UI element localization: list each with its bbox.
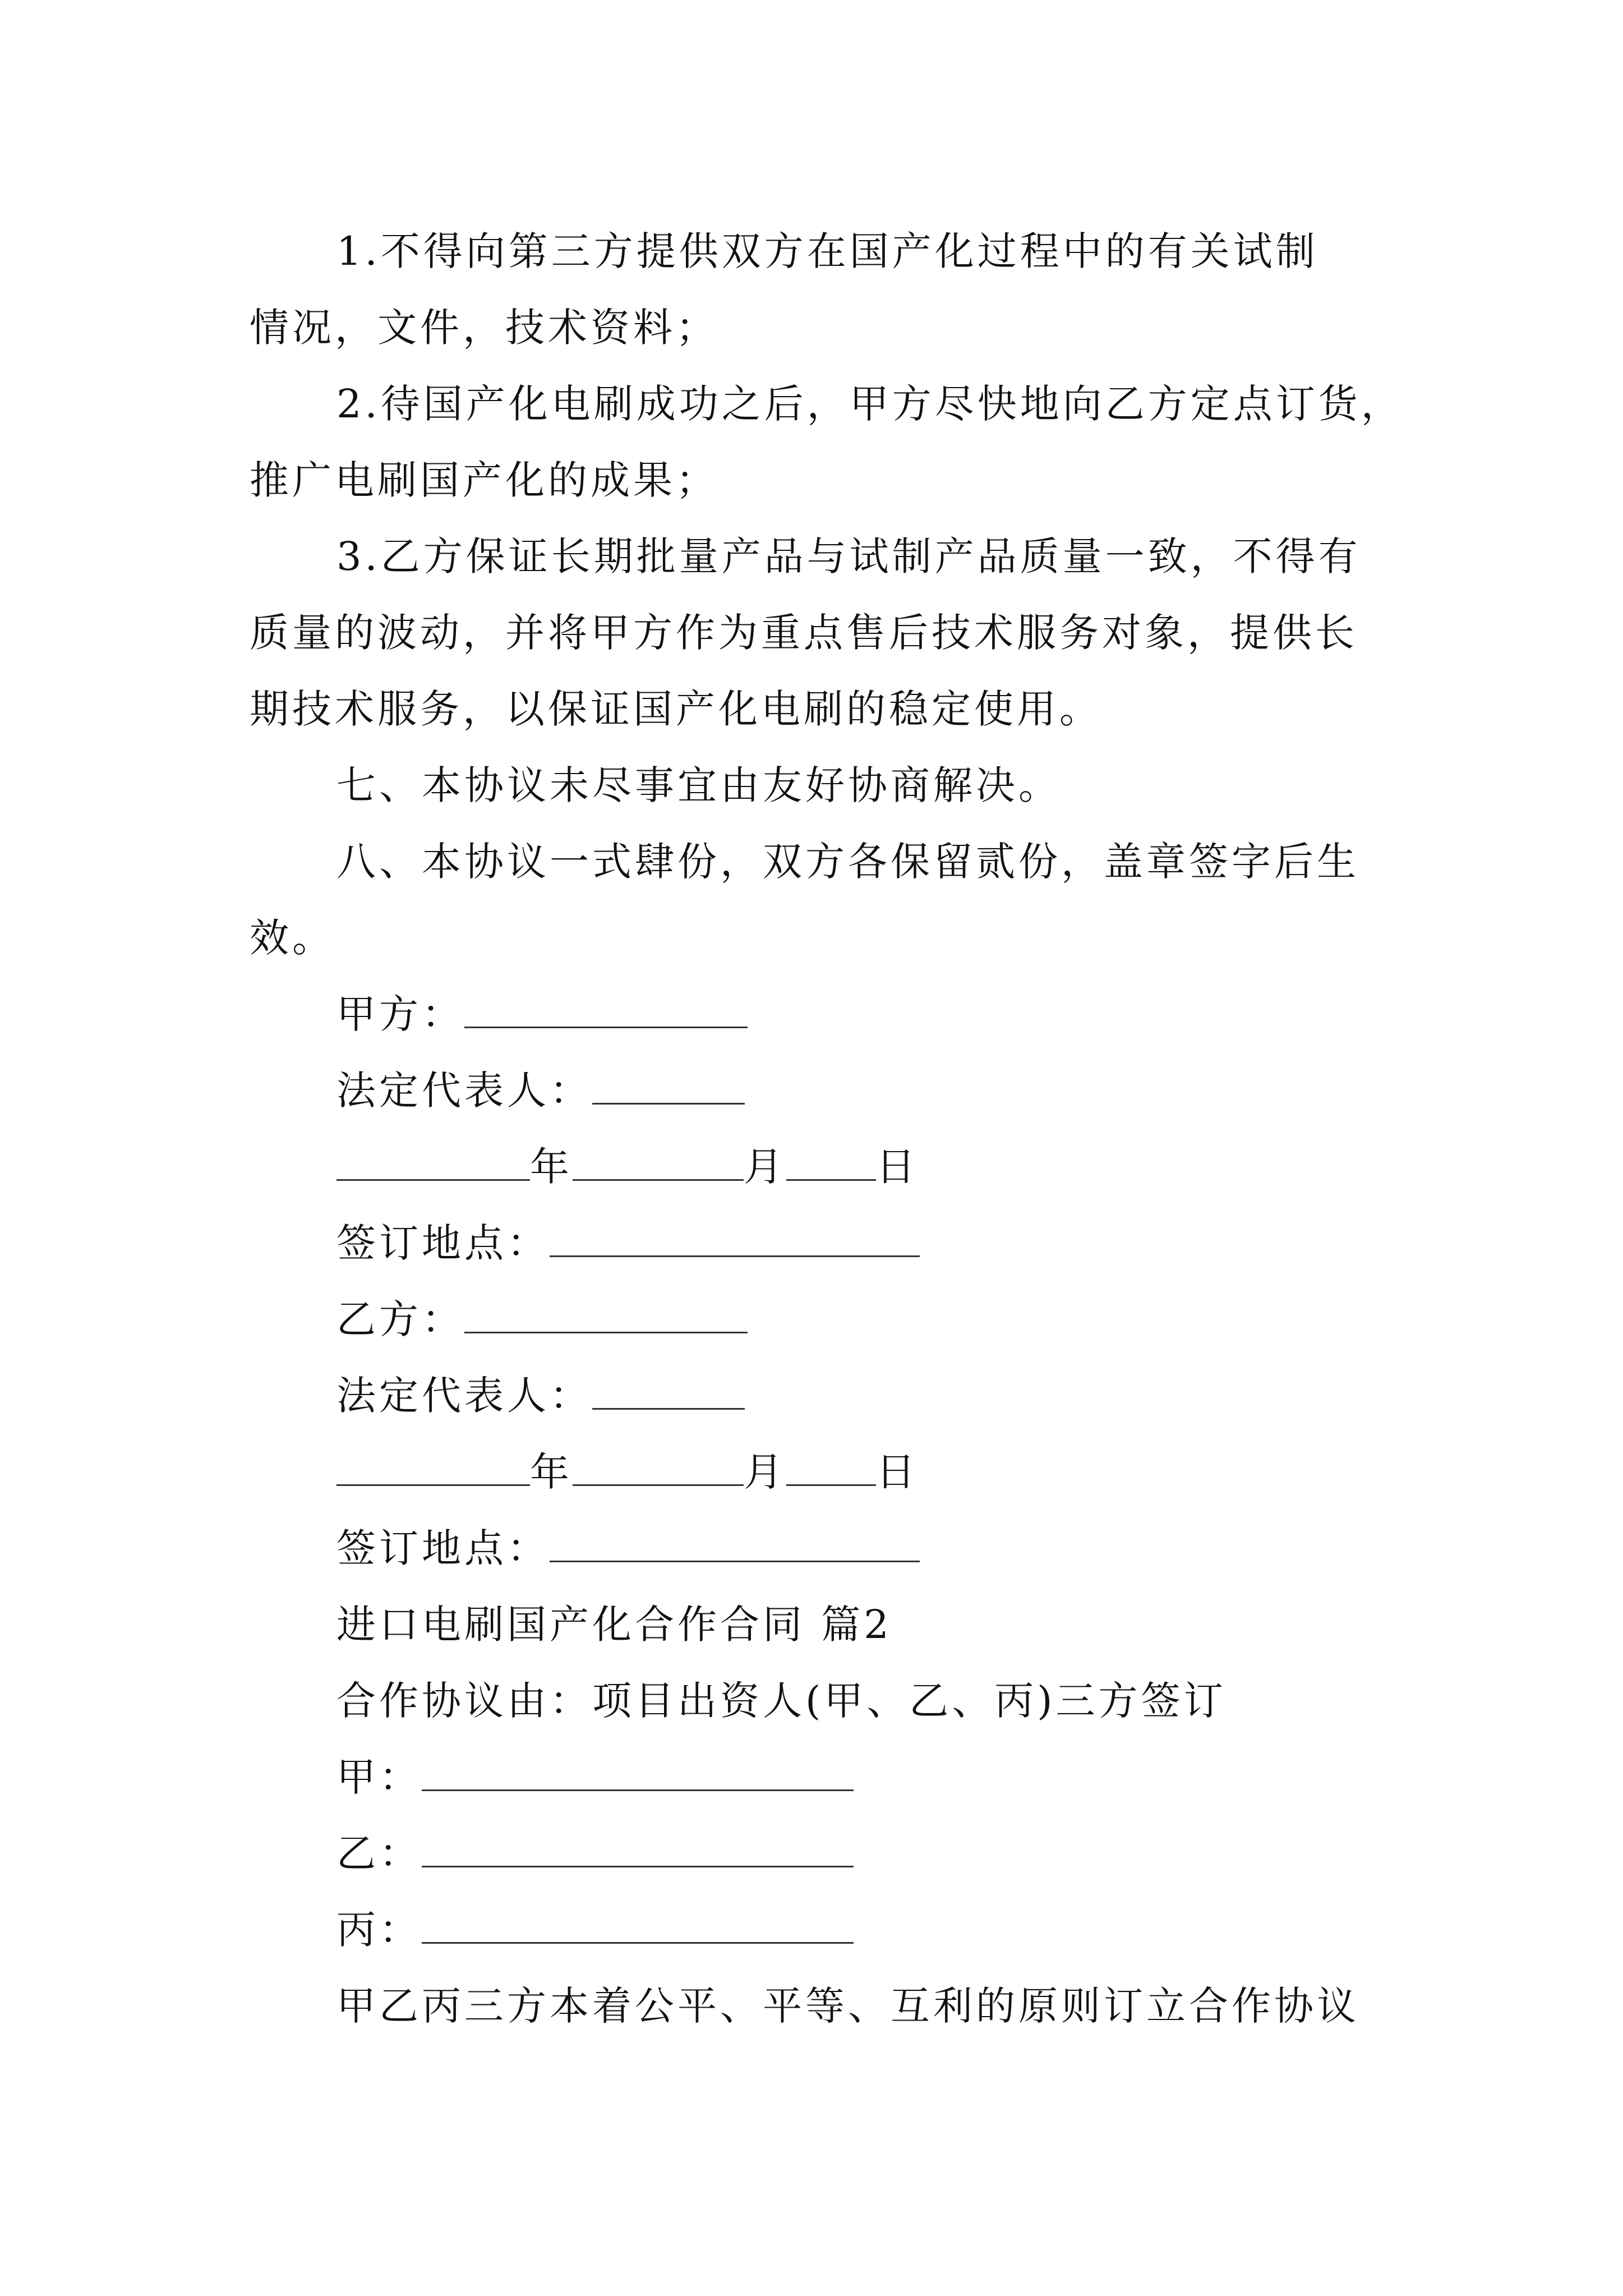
party-b-day-blank[interactable] — [786, 1484, 876, 1486]
party-yi-blank[interactable] — [422, 1865, 854, 1867]
party-b-legal-rep-row — [250, 1358, 1394, 1434]
party-a-month-blank[interactable] — [573, 1179, 744, 1181]
clause-item-2-line-2: 推广电刷国产化的成果； — [250, 457, 718, 503]
party-b-row — [250, 1281, 1394, 1358]
party-b-label: 乙方： — [336, 1296, 464, 1342]
clause-item-3-line-3: 期技术服务，以保证国产化电刷的稳定使用。 — [250, 686, 1102, 732]
party-b-blank[interactable] — [464, 1331, 748, 1333]
day-label: 日 — [876, 1449, 919, 1495]
clause-item-1-line-1: 1.不得向第三方提供双方在国产化过程中的有关试制 — [336, 228, 1318, 274]
day-label: 日 — [876, 1144, 919, 1190]
party-b-legal-rep-blank[interactable] — [592, 1407, 745, 1410]
year-label: 年 — [530, 1144, 573, 1190]
clause-item-3-line-2: 质量的波动，并将甲方作为重点售后技术服务对象，提供长 — [250, 610, 1358, 656]
party-bing-label: 丙： — [336, 1907, 422, 1953]
place-label: 签订地点： — [336, 1525, 550, 1571]
legal-rep-label: 法定代表人： — [336, 1373, 592, 1419]
year-label: 年 — [530, 1449, 573, 1495]
party-jia-blank[interactable] — [422, 1789, 854, 1791]
party-a-row — [250, 976, 1394, 1052]
party-a-place-blank[interactable] — [550, 1255, 920, 1257]
party-b-month-blank[interactable] — [573, 1484, 744, 1486]
party-jia-label: 甲： — [336, 1754, 422, 1800]
month-label: 月 — [744, 1144, 786, 1190]
party-a-legal-rep-blank[interactable] — [592, 1102, 745, 1105]
legal-rep-label: 法定代表人： — [336, 1068, 592, 1114]
clause-item-2-line-1: 2.待国产化电刷成功之后，甲方尽快地向乙方定点订货， — [336, 381, 1404, 427]
section-2-heading: 进口电刷国产化合作合同 篇2 — [336, 1602, 892, 1648]
party-bing-blank[interactable] — [422, 1941, 854, 1944]
party-a-legal-rep-row — [250, 1052, 1394, 1129]
party-yi-row — [250, 1815, 1394, 1892]
clause-8-line-1: 八、本协议一式肆份，双方各保留贰份，盖章签字后生 — [336, 839, 1359, 885]
party-b-place-row — [250, 1510, 1394, 1586]
month-label: 月 — [744, 1449, 786, 1495]
document-body — [250, 213, 1404, 2044]
party-b-date-row — [250, 1434, 1394, 1510]
party-a-blank[interactable] — [464, 1026, 748, 1028]
party-a-date-row — [250, 1129, 1394, 1205]
clause-8-line-2: 效。 — [250, 915, 335, 961]
party-a-year-blank[interactable] — [336, 1179, 530, 1181]
section-2-intro: 合作协议由：项目出资人(甲、乙、丙)三方签订 — [336, 1678, 1227, 1724]
section-2-closing: 甲乙丙三方本着公平、平等、互利的原则订立合作协议 — [336, 1983, 1359, 2029]
party-b-year-blank[interactable] — [336, 1484, 530, 1486]
party-a-day-blank[interactable] — [786, 1179, 876, 1181]
party-a-place-row — [250, 1205, 1394, 1281]
place-label: 签订地点： — [336, 1220, 550, 1266]
party-jia-row — [250, 1739, 1394, 1815]
clause-item-1-line-2: 情况，文件，技术资料； — [250, 305, 718, 351]
clause-7: 七、本协议未尽事宜由友好协商解决。 — [336, 762, 1061, 808]
party-a-label: 甲方： — [336, 991, 464, 1037]
party-bing-row — [250, 1892, 1394, 1968]
party-yi-label: 乙： — [336, 1830, 422, 1876]
party-b-place-blank[interactable] — [550, 1560, 920, 1562]
clause-item-3-line-1: 3.乙方保证长期批量产品与试制产品质量一致，不得有 — [336, 533, 1361, 579]
